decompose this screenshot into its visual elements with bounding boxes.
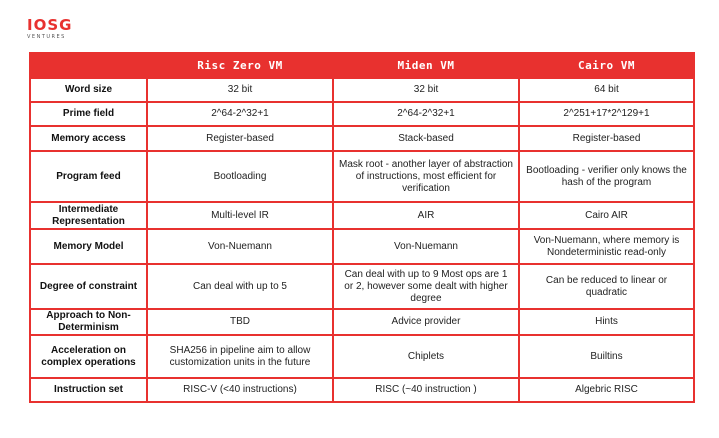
cell-risc-zero: Von-Nuemann	[147, 229, 333, 264]
cell-cairo: 2^251+17*2^129+1	[519, 102, 694, 126]
comparison-table-container	[29, 52, 693, 403]
table-row	[30, 335, 694, 378]
cell-cairo: Register-based	[519, 126, 694, 151]
row-label: Program feed	[30, 151, 147, 202]
cell-risc-zero: Bootloading	[147, 151, 333, 202]
cell-cairo: Cairo AIR	[519, 202, 694, 229]
row-label: Prime field	[30, 102, 147, 126]
cell-risc-zero: 2^64-2^32+1	[147, 102, 333, 126]
cell-miden: Mask root - another layer of abstraction of instructions, most efficient for verification	[333, 151, 519, 202]
row-label: Approach to Non-Determinism	[30, 309, 147, 335]
cell-miden: 32 bit	[333, 78, 519, 102]
logo-main-text: IOSG	[27, 16, 73, 34]
cell-miden: 2^64-2^32+1	[333, 102, 519, 126]
table-row	[30, 229, 694, 264]
row-label: Intermediate Representation	[30, 202, 147, 229]
cell-cairo: Algebric RISC	[519, 378, 694, 402]
cell-risc-zero: TBD	[147, 309, 333, 335]
cell-miden: Can deal with up to 9 Most ops are 1 or 2, however some dealt with higher degree	[333, 264, 519, 309]
table-row	[30, 126, 694, 151]
row-label: Memory Model	[30, 229, 147, 264]
row-label: Memory access	[30, 126, 147, 151]
cell-cairo: 64 bit	[519, 78, 694, 102]
cell-miden: Von-Nuemann	[333, 229, 519, 264]
cell-risc-zero: 32 bit	[147, 78, 333, 102]
cell-risc-zero: RISC-V (<40 instructions)	[147, 378, 333, 402]
header-miden: Miden VM	[333, 53, 519, 78]
cell-risc-zero: Can deal with up to 5	[147, 264, 333, 309]
table-row	[30, 202, 694, 229]
header-cairo: Cairo VM	[519, 53, 694, 78]
cell-cairo: Hints	[519, 309, 694, 335]
cell-cairo: Von-Nuemann, where memory is Nondeterministic read-only	[519, 229, 694, 264]
cell-risc-zero: SHA256 in pipeline aim to allow customization units in the future	[147, 335, 333, 378]
row-label: Degree of constraint	[30, 264, 147, 309]
zkvm-comparison-table	[29, 52, 695, 403]
cell-cairo: Can be reduced to linear or quadratic	[519, 264, 694, 309]
table-row	[30, 264, 694, 309]
header-risc-zero: Risc Zero VM	[147, 53, 333, 78]
table-row	[30, 78, 694, 102]
brand-logo	[27, 18, 72, 40]
cell-miden: Advice provider	[333, 309, 519, 335]
cell-miden: AIR	[333, 202, 519, 229]
table-row	[30, 102, 694, 126]
header-row	[30, 53, 694, 78]
row-label: Word size	[30, 78, 147, 102]
cell-miden: Stack-based	[333, 126, 519, 151]
row-label: Instruction set	[30, 378, 147, 402]
cell-cairo: Builtins	[519, 335, 694, 378]
cell-miden: Chiplets	[333, 335, 519, 378]
cell-risc-zero: Register-based	[147, 126, 333, 151]
cell-risc-zero: Multi-level IR	[147, 202, 333, 229]
table-row	[30, 151, 694, 202]
table-row	[30, 378, 694, 402]
row-label: Acceleration on complex operations	[30, 335, 147, 378]
cell-miden: RISC (~40 instruction )	[333, 378, 519, 402]
cell-cairo: Bootloading - verifier only knows the hash of the program	[519, 151, 694, 202]
table-row	[30, 309, 694, 335]
logo-sub-text: VENTURES	[27, 34, 66, 40]
header-corner	[30, 53, 147, 78]
